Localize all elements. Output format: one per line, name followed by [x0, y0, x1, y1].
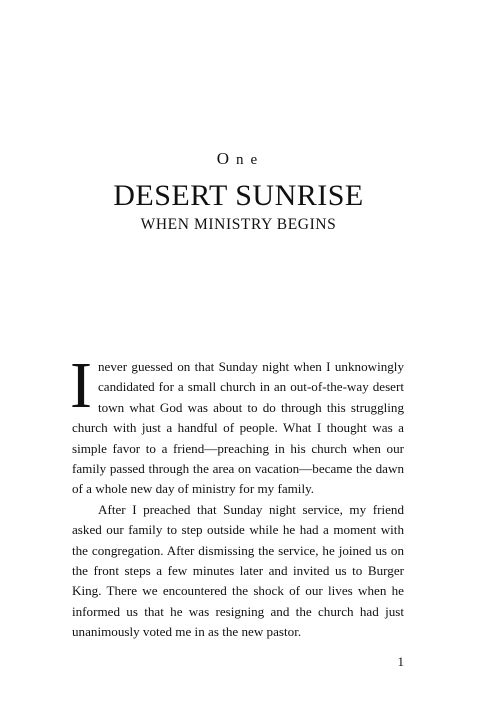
page-number: 1 — [397, 654, 404, 669]
body-text — [70, 349, 404, 643]
chapter-title: DESERT SUNRISE — [113, 179, 364, 212]
chapter-number — [0, 149, 477, 169]
chapter-number-rest: ne — [236, 152, 265, 168]
chapter-subtitle: WHEN MINISTRY BEGINS — [140, 216, 337, 233]
drop-cap: I — [70, 349, 92, 422]
paragraph-1-text: never guessed on that Sunday night when I unknowingly candidated for a small church in an out-of-the-way desert town what God was about to do through this struggling church with just a handful of people. What I thought was a simple favor to a friend—preaching in his church when our family passed through the area on vacation—became the dawn of a whole new day of ministry for my family. — [72, 359, 404, 497]
paragraph-1 — [70, 349, 404, 500]
chapter-number-initial: O — [216, 149, 237, 168]
paragraph-2: After I preached that Sunday night service, my friend asked our family to step outside while he had a moment with the congregation. After dismissing the service, he joined us on the front steps a few minutes later and invited us to Burger King. There we encountered the shock of our lives when he informed us that he was resigning and the church had just unanimously voted me in as the new pastor. — [72, 501, 404, 640]
